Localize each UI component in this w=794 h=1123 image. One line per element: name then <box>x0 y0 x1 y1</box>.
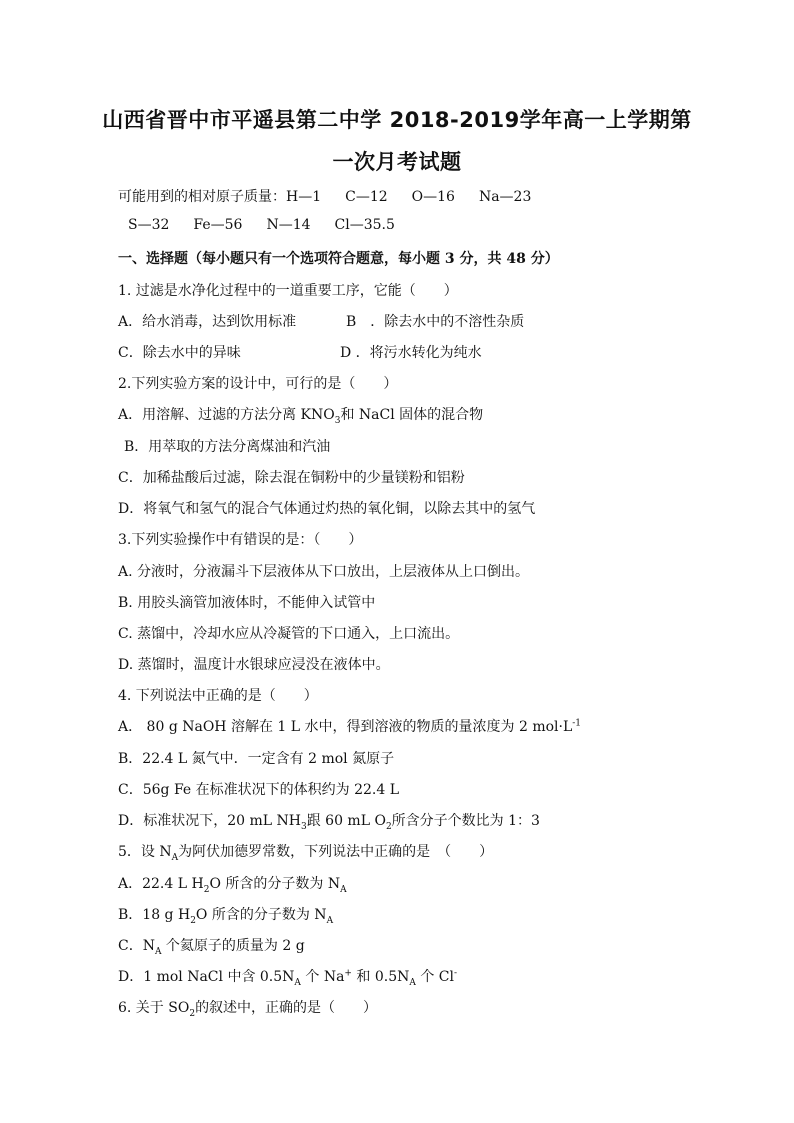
q3-option-c: C. 蒸馏中，冷却水应从冷凝管的下口通入，上口流出。 <box>118 626 460 642</box>
q1-option-a: A．给水消毒，达到饮用标准 <box>118 314 297 330</box>
q4-option-d: D．标准状况下，20 mL $NH_3$跟 60 mL $O_2$所含分子个数比为 1：3 <box>118 813 540 832</box>
q2-stem: 2.下列实验方案的设计中，可行的是（ ） <box>118 376 398 392</box>
q5-stem: 5．设 $N_A$为阿伏加德罗常数，下列说法中正确的是 （ ） <box>118 844 494 863</box>
q4-option-b: B．22.4 L 氮气中．一定含有 2 mol 氮原子 <box>118 751 395 767</box>
q3-option-a: A. 分液时，分液漏斗下层液体从下口放出，上层液体从上口倒出。 <box>118 564 530 580</box>
atomic-mass-item: Fe—56 <box>193 217 243 233</box>
q6-stem: 6. 关于 $SO_2$的叙述中，正确的是（ ） <box>118 1000 378 1019</box>
q1-option-d: D ．将污水转化为纯水 <box>340 345 482 361</box>
q4-option-a: A． 80 g NaOH 溶解在 1 L 水中，得到溶液的物质的量浓度为 2 $mol\cdot L^{-1}$ <box>118 718 582 735</box>
q1-option-c: C．除去水中的异味 <box>118 345 241 361</box>
exam-title-line2: 一次月考试题 <box>332 150 462 174</box>
atomic-mass-item: O—16 <box>411 189 455 205</box>
atomic-mass-item: Na—23 <box>478 189 532 205</box>
atomic-mass-item: N—14 <box>266 217 311 233</box>
exam-title-line1: 山西省晋中市平遥县第二中学 2018-2019学年高一上学期第 <box>102 108 692 132</box>
atomic-mass-row1 <box>118 186 555 206</box>
q2-option-a: A．用溶解、过滤的方法分离 $KNO_3$和 NaCl 固体的混合物 <box>118 407 484 426</box>
atomic-mass-row2 <box>128 217 419 233</box>
q5-option-b: B．18 g $H_2O$ 所含的分子数为 $N_A$ <box>118 907 334 926</box>
q1-stem: 1. 过滤是水净化过程中的一道重要工序，它能（ ） <box>118 283 458 299</box>
atomic-mass-item: S—32 <box>128 217 170 233</box>
q3-stem: 3.下列实验操作中有错误的是：（ ） <box>118 532 363 548</box>
section-heading: 一、选择题（每小题只有一个选项符合题意，每小题 3 分，共 48 分） <box>118 251 559 267</box>
q1-options-cd <box>118 342 678 362</box>
atomic-mass-item: C—12 <box>345 189 388 205</box>
q2-option-c: C．加稀盐酸后过滤，除去混在铜粉中的少量镁粉和铝粉 <box>118 470 465 486</box>
q4-stem: 4. 下列说法中正确的是（ ） <box>118 688 318 704</box>
q2-option-d: D．将氧气和氢气的混合气体通过灼热的氧化铜，以除去其中的氢气 <box>118 501 536 517</box>
atomic-mass-label: 可能用到的相对原子质量： <box>118 189 286 205</box>
q1-option-b: B ．除去水中的不溶性杂质 <box>346 314 525 330</box>
q5-option-c: C．$N_A$ 个氦原子的质量为 2 g <box>118 938 305 957</box>
q5-option-d: D．1 mol NaCl 中含 $0.5N_A$ 个 Na+ 和 $0.5N_A$ 个 Cl- <box>118 968 458 988</box>
q3-option-d: D. 蒸馏时，温度计水银球应浸没在液体中。 <box>118 657 390 673</box>
q2-option-b: B．用萃取的方法分离煤油和汽油 <box>124 439 331 455</box>
atomic-mass-item: H—1 <box>286 189 322 205</box>
q1-options-ab <box>118 311 678 331</box>
atomic-mass-item: Cl—35.5 <box>334 217 395 233</box>
q5-option-a: A．22.4 L $H_2O$ 所含的分子数为 $N_A$ <box>118 876 347 895</box>
q4-option-c: C．56g Fe 在标准状况下的体积约为 22.4 L <box>118 782 399 798</box>
q3-option-b: B. 用胶头滴管加液体时，不能伸入试管中 <box>118 595 376 611</box>
